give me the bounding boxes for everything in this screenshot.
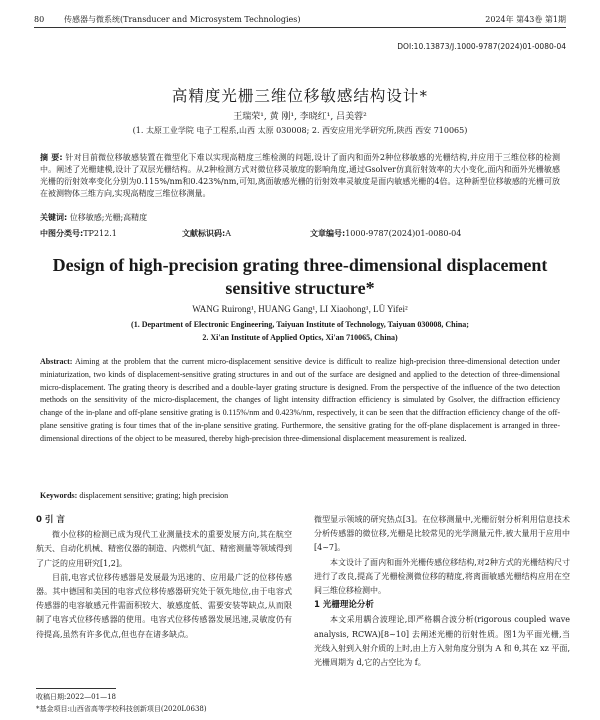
clc-value: TP212.1	[83, 229, 117, 238]
body-column-right	[314, 513, 570, 670]
intro-paragraph-2: 目前,电容式位移传感器是发展最为迅速的、应用最广泛的位移传感器。其中德国和美国的电容式位移传感器研究处于领先地位,由于电容式传感器的电容敏感元件需面积较大、敏感度低、需要安装等缺点,从而限制了电容式位移传感器的使用。电容式位移传感器发展迅速,灵敏度仍有待提高,虽然有许多优点,但也存在诸多缺点。	[36, 572, 292, 639]
right-paragraph-2: 本文设计了面内和面外光栅传感位移结构,对2种方式的光栅结构尺寸进行了改良,提高了光栅检测微位移的精度,将离面敏感光栅结构应用在空间三维位移检测中。	[314, 557, 570, 596]
footnote-received: 收稿日期:2022—01—18	[36, 693, 116, 701]
english-affiliation-2: 2. Xi'an Institute of Applied Optics, Xi'an 710065, China)	[202, 332, 398, 342]
header-rule	[34, 27, 566, 28]
english-affiliation-1: (1. Department of Electronic Engineering, Taiyuan Institute of Technology, Taiyuan 030008, China;	[131, 320, 469, 329]
english-abstract-text: Aiming at the problem that the current micro-displacement sensitive device is difficult to realize high-precision three-dimensional detection under miniaturization, two kinds of displacement-sensitive grating structures in and out of the surface are designed and applied to the detection of three-dimensional micro-displacement. The grating theory is described and a double-layer grating structure is designed. From the perspective of the influence of the two detection methods on the sensitivity of the micro-displacement, the changes of light intensity diffraction efficiency is simulated by Gsolver, the diffraction efficiency change of the in-plane and off-plane sensitive grating is 0.115%/nm and 0.423%/nm, respectively, it can be seen that the diffraction efficiency change of the off-plane sensitive grating is four times that of the in-plane sensitive grating. Furthermore, the sensitive grating for the off-plane displacement is arranged in three-dimensional directions of the object to be measured, thereby high-precision three-dimensional displacement measurement is realized.	[40, 357, 560, 443]
article-no-block	[310, 228, 461, 239]
doi: DOI:10.13873/J.1000-9787(2024)01-0080-04	[397, 42, 566, 51]
running-header	[34, 12, 566, 26]
right-paragraph-1: 微型显示领域的研究热点[3]。在位移测量中,光栅衍射分析利用信息技术分析传感器的微位移,光栅是比较常见的光学测量元件,被大量用于应用中[4~7]。	[314, 515, 570, 553]
chinese-abstract	[40, 152, 560, 200]
journal-name: 传感器与微系统(Transducer and Microsystem Technologies)	[64, 14, 301, 24]
english-abstract-label: Abstract:	[40, 357, 73, 366]
english-affiliation	[40, 319, 560, 345]
classification-row	[40, 228, 560, 239]
chinese-keywords-text: 位移敏感;光栅;高精度	[69, 213, 148, 222]
chinese-affiliation: (1. 太原工业学院 电子工程系,山西 太原 030008; 2. 西安应用光学研究所,陕西 西安 710065)	[132, 126, 468, 135]
issue-info: 2024年 第43卷 第1期	[485, 14, 566, 24]
english-title: Design of high-precision grating three-dimensional displacement sensitive structure*	[52, 255, 548, 298]
footnote-fund: *基金项目:山西省高等学校科技创新项目(2020L0638)	[36, 705, 207, 713]
section-heading-introduction: 0 引 言	[36, 515, 65, 525]
english-authors: WANG Ruirong¹, HUANG Gang¹, LI Xiaohong¹, LÜ Yifei²	[192, 304, 408, 314]
english-keywords-label: Keywords:	[40, 491, 78, 500]
intro-paragraph-1: 微小位移的检测已成为现代工业测量技术的重要发展方向,其在航空航天、自动化机械、精密仪器的制造、内燃机气缸、精密测量等领域得到了广泛的应用研究[1,2]。	[36, 530, 292, 568]
doc-code-value: A	[225, 229, 231, 238]
chinese-title: 高精度光栅三维位移敏感结构设计*	[171, 87, 429, 105]
chinese-authors: 王瑞荣¹, 黄 刚¹, 李晓红¹, 吕美蓉²	[233, 112, 367, 122]
chinese-keywords-label: 关键词:	[40, 213, 68, 222]
english-abstract	[40, 356, 560, 446]
footnote-rule	[36, 688, 116, 689]
doc-code-block	[182, 228, 310, 239]
article-no-value: 1000-9787(2024)01-0080-04	[345, 229, 462, 238]
article-no-label: 文章编号:	[310, 229, 346, 238]
english-keywords-text: displacement sensitive; grating; high precision	[79, 491, 229, 500]
doc-code-label: 文献标识码:	[182, 229, 226, 238]
chinese-abstract-label: 摘 要:	[40, 153, 63, 162]
chinese-abstract-text: 针对目前微位移敏感装置在微型化下难以实现高精度三维检测的问题,设计了面内和面外2种位移敏感的光栅结构,并应用于三维位移的检测中。阐述了光栅建模,设计了双层光栅结构。从2种检测方式对微位移灵敏度的影响角度,通过Gsolver仿真衍射效率的大小变化,面内和面外光栅敏感光栅的衍射效率变化分别为0.115%/nm和0.423%/nm,可知,离面敏感光栅的衍射效率灵敏度是面内敏感光栅的4倍。这种新型位移敏感的光栅可放在被测物体三维方向,实现高精度三维位移测量。	[40, 153, 561, 198]
right-paragraph-3: 本文采用耦合波理论,即严格耦合波分析(rigorous coupled wave analysis, RCWA)[8~10] 去阐述光栅的衍射性质。图1为平面光栅,当光线入射到入射介质的上时,由上方入射角度分别为 A 和 θ,其在 xz 平面,光栅周期为 d,它的占空比为 f。	[314, 615, 570, 668]
clc-block	[40, 228, 182, 239]
section-heading-theory: 1 光栅理论分析	[314, 600, 374, 611]
chinese-keywords	[40, 212, 560, 223]
clc-label: 中图分类号:	[40, 229, 84, 238]
page-number: 80	[34, 14, 45, 24]
body-column-left	[36, 513, 292, 642]
english-keywords	[40, 491, 560, 500]
